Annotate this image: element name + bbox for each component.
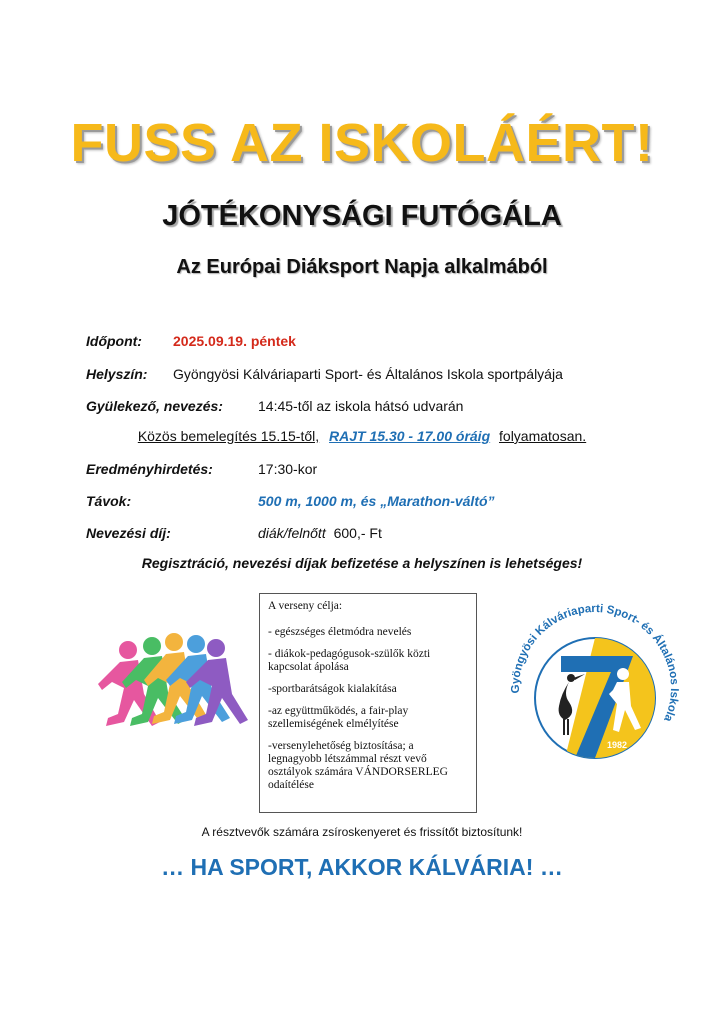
logo-year: 1982 xyxy=(607,740,628,750)
goal-item: - egészséges életmódra nevelés xyxy=(268,626,412,638)
warmup-continuous: folyamatosan. xyxy=(499,428,587,444)
slogan: … HA SPORT, AKKOR KÁLVÁRIA! … xyxy=(161,854,563,880)
school-logo xyxy=(505,598,685,778)
goal-item: -az együttműködés, a fair-play szellemiségének elmélyítése xyxy=(268,705,409,730)
event-subtitle: JÓTÉKONYSÁGI FUTÓGÁLA xyxy=(162,200,562,232)
time-value: 2025.09.19. péntek xyxy=(173,333,296,349)
fee-value xyxy=(258,525,382,541)
race-goals-box xyxy=(259,593,477,813)
goal-item: -versenylehetőség biztosítása; a legnagyobb létszámmal részt vevő osztályok számára VÁNDORSERLEG odaítélése xyxy=(268,740,448,791)
results-value: 17:30-kor xyxy=(258,461,318,477)
goal-item: - diákok-pedagógusok-szülők közti kapcsolat ápolása xyxy=(268,648,431,673)
provision-note: A résztvevők számára zsíroskenyeret és frissítőt biztosítunk! xyxy=(201,825,523,839)
warmup-start: Közös bemelegítés 15.15-től, xyxy=(137,428,320,444)
fee-amount: 600,- Ft xyxy=(333,525,382,541)
gathering-value: 14:45-től az iskola hátsó udvarán xyxy=(258,398,464,414)
runners-illustration xyxy=(98,628,248,753)
goal-item: -sportbarátságok kialakítása xyxy=(268,683,397,695)
goals-heading: A verseny célja: xyxy=(268,600,343,612)
venue-label: Helyszín: xyxy=(86,366,148,382)
event-occasion: Az Európai Diáksport Napja alkalmából xyxy=(176,256,548,278)
registration-note: Regisztráció, nevezési díjak befizetése a helyszínen is lehetséges! xyxy=(141,555,583,571)
race-start-window: RAJT 15.30 - 17.00 óráig xyxy=(329,428,491,444)
distances-value: 500 m, 1000 m, és „Marathon-váltó” xyxy=(258,493,495,509)
fee-label: Nevezési díj: xyxy=(86,525,171,541)
results-label: Eredményhirdetés: xyxy=(86,461,213,477)
time-label: Időpont: xyxy=(86,333,142,349)
event-title: FUSS AZ ISKOLÁÉRT! xyxy=(70,113,654,173)
logo-ring-text: Gyöngyösi Kálváriaparti Sport- és Általános Iskola xyxy=(509,602,681,724)
gathering-label: Gyülekező, nevezés: xyxy=(86,398,223,414)
venue-value: Gyöngyösi Kálváriaparti Sport- és Általános Iskola sportpályája xyxy=(173,366,563,382)
fee-category: diák/felnőtt xyxy=(258,525,326,541)
distances-label: Távok: xyxy=(86,493,132,509)
warmup-line xyxy=(0,428,724,444)
